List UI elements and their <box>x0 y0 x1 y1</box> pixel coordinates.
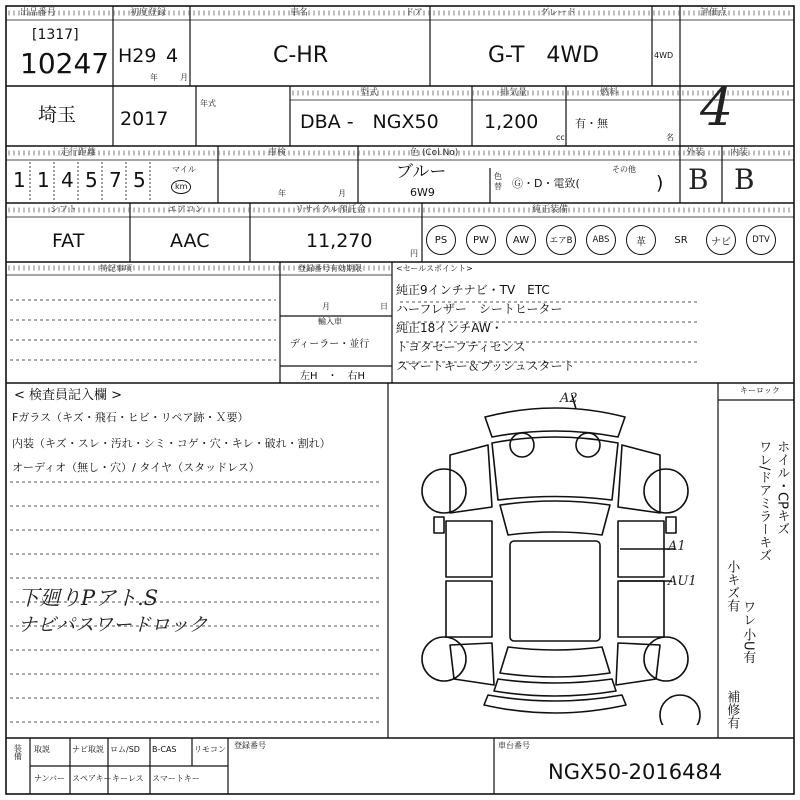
left-quarter <box>450 643 494 685</box>
sales-points-label: <セールスポイント> <box>396 264 473 273</box>
mile-label: マイル <box>172 165 196 174</box>
right-quarter <box>616 643 660 685</box>
grade-label: グレード <box>540 8 577 18</box>
color-code: 6W9 <box>410 186 435 199</box>
mileage-digit: 5 <box>85 168 98 192</box>
name-label: 車名 <box>290 8 309 18</box>
auction-no-label: 出品番号 <box>20 8 57 18</box>
grade: G-T 4WD <box>488 43 600 68</box>
car-diagram <box>390 395 720 725</box>
first-reg-label: 初度登録 <box>130 8 167 18</box>
reg-valid-month: 月 <box>322 302 330 311</box>
model-year-label: 年式 <box>200 99 216 108</box>
extra-item-top: ナビ取説 <box>72 745 104 754</box>
shift-label: シフト <box>50 205 78 215</box>
reg-no-label: 登録番号 <box>234 741 266 750</box>
damage-mark-A2: A2 <box>560 391 578 406</box>
left-front-door <box>446 521 492 577</box>
side-note: 小キズ有 <box>724 560 740 612</box>
chassis-number: NGX50-2016484 <box>548 760 723 784</box>
roof-panel <box>510 541 600 641</box>
equipment-PW: PW <box>466 225 496 255</box>
shift-value: FAT <box>52 230 85 252</box>
equipment-革: 革 <box>626 225 656 255</box>
region: 埼玉 <box>38 104 77 126</box>
car-name: C-HR <box>273 43 329 68</box>
paint-type: Ⓖ・D・電致( <box>512 177 580 190</box>
fuel-label: 燃料 <box>600 88 619 98</box>
ac-label: エアコン <box>168 205 204 215</box>
damage-mark-A1: A1 <box>668 539 686 554</box>
ext-label: 外装 <box>686 148 705 158</box>
extra-item-top: 取説 <box>34 745 50 754</box>
model-label: 型式 <box>360 88 379 98</box>
mileage-label: 走行距離 <box>60 148 97 158</box>
ac-value: AAC <box>170 230 210 252</box>
wheel-rear-right <box>644 637 688 681</box>
rear-bumper-panel <box>484 695 626 713</box>
mileage-digit: 1 <box>37 168 50 192</box>
wheel-front-right <box>644 469 688 513</box>
equipment-DTV: DTV <box>746 225 776 255</box>
mileage-digit: 4 <box>61 168 74 192</box>
sales-point: トヨタセーフティセンス <box>396 340 526 354</box>
displacement-label: 排気量 <box>500 88 528 98</box>
year-unit: 年 <box>150 73 158 82</box>
right-rear-door <box>618 581 664 637</box>
side-note: 小U有 <box>740 628 756 664</box>
color-change-label: 色替 <box>494 172 502 191</box>
paint-close: ) <box>656 172 664 194</box>
right-front-fender <box>618 445 660 513</box>
fuel-value: 有・無 <box>575 117 608 130</box>
hood-panel <box>492 437 618 500</box>
spare-tire <box>660 695 700 725</box>
left-mirror <box>434 517 444 533</box>
lot-number: 10247 <box>20 47 110 80</box>
yen-unit: 円 <box>410 249 418 258</box>
import-label: 輸入車 <box>318 317 342 326</box>
extra-item-bottom: スペアキー <box>72 774 112 783</box>
door-label: ドア <box>405 8 423 18</box>
equipment-ナビ: ナビ <box>706 225 736 255</box>
km-label: km <box>171 180 191 194</box>
glass-line: Fガラス（キズ・飛石・ヒビ・リペア跡・Ｘ要） <box>12 411 249 424</box>
headlight-right <box>576 433 600 457</box>
ext-score: B <box>688 163 709 196</box>
wheel-front-left <box>422 469 466 513</box>
equipment-エアB: エアB <box>546 225 576 255</box>
side-note: ワレ/ドアミラーキズ <box>756 440 772 562</box>
reg-valid-day: 日 <box>380 302 388 311</box>
lot-code: [1317] <box>32 27 79 43</box>
mileage-digit: 7 <box>109 168 122 192</box>
interior-line: 内装（キズ・スレ・汚れ・シミ・コゲ・穴・キレ・破れ・割れ） <box>12 437 331 450</box>
other-label: その他 <box>612 165 636 174</box>
model-code: DBA - NGX50 <box>300 111 439 133</box>
extra-item-bottom: ナンバー <box>34 774 66 783</box>
insp-month-unit: 月 <box>338 189 346 198</box>
windshield <box>500 501 610 535</box>
dealer-parallel: ディーラー・並行 <box>290 339 370 350</box>
extras-label: 装備 <box>13 744 23 760</box>
trunk-panel <box>494 679 616 696</box>
side-note: ワレ <box>740 600 756 626</box>
special-notes-label: 特記事項 <box>100 264 132 273</box>
inspection-label: 車検 <box>268 148 287 158</box>
left-front-fender <box>450 445 492 513</box>
sales-point: スマートキー＆プッシュスタート <box>396 359 575 373</box>
fuel-unit: 名 <box>666 133 674 142</box>
sales-point: 純正18インチAW・ <box>396 321 503 335</box>
extra-item-bottom: キーレス <box>112 774 144 783</box>
equipment-AW: AW <box>506 225 536 255</box>
equipment-ABS: ABS <box>586 225 616 255</box>
equipment-SR: SR <box>674 234 688 246</box>
handwritten-note-1: 下廻りPアト.S <box>18 586 159 610</box>
recycle-label: リサイクル預託金 <box>295 205 366 215</box>
int-score: B <box>734 163 755 196</box>
damage-mark-AU1: AU1 <box>668 574 697 589</box>
hand-drive: 左H ・ 右H <box>300 371 366 382</box>
sales-point: 純正9インチナビ・TV ETC <box>396 283 550 297</box>
era-year: H29 <box>118 45 157 67</box>
color-value: ブルー <box>396 162 447 182</box>
right-mirror <box>666 517 676 533</box>
headlight-left <box>510 433 534 457</box>
model-year: 2017 <box>120 108 169 130</box>
rear-glass <box>500 647 610 677</box>
front-bumper-panel <box>485 408 625 437</box>
score: 4 <box>700 78 734 138</box>
side-note: 補修有 <box>724 690 740 729</box>
recycle-value: 11,270 <box>306 230 373 252</box>
drive-badge: 4WD <box>654 51 674 60</box>
mileage-digit: 5 <box>133 168 146 192</box>
inspector-title: < 検査員記入欄 > <box>14 388 123 403</box>
color-label: 色 (Col.No) <box>410 148 459 158</box>
side-note: ホイル・CPキズ <box>774 440 790 535</box>
equipment-PS: PS <box>426 225 456 255</box>
displacement: 1,200 <box>484 111 539 133</box>
handwritten-note-2: ナビパスワードロック <box>18 614 208 636</box>
extra-item-bottom: スマートキー <box>152 774 200 783</box>
extra-item-top: B-CAS <box>152 745 177 754</box>
equip-label: 純正装備 <box>532 205 569 215</box>
extra-item-top: ロム/SD <box>110 745 140 754</box>
score-label: 評価点 <box>700 8 728 18</box>
reg-valid-label: 登録番号有効期限 <box>298 264 362 273</box>
mileage-digit: 1 <box>13 168 26 192</box>
int-label: 内装 <box>730 148 749 158</box>
cc-unit: cc <box>556 133 565 142</box>
sales-point: ハーフレザー シートヒーター <box>396 302 563 316</box>
left-rear-door <box>446 581 492 637</box>
key-lock-label: キーロック <box>740 386 780 395</box>
month-unit: 月 <box>180 73 188 82</box>
wheel-rear-left <box>422 637 466 681</box>
extra-item-top: リモコン <box>194 745 226 754</box>
insp-year-unit: 年 <box>278 189 286 198</box>
audio-tire-line: オーディオ（無し・穴）/ タイヤ（スタッドレス） <box>12 461 260 474</box>
reg-month: 4 <box>166 45 179 67</box>
chassis-label: 車台番号 <box>498 741 530 750</box>
